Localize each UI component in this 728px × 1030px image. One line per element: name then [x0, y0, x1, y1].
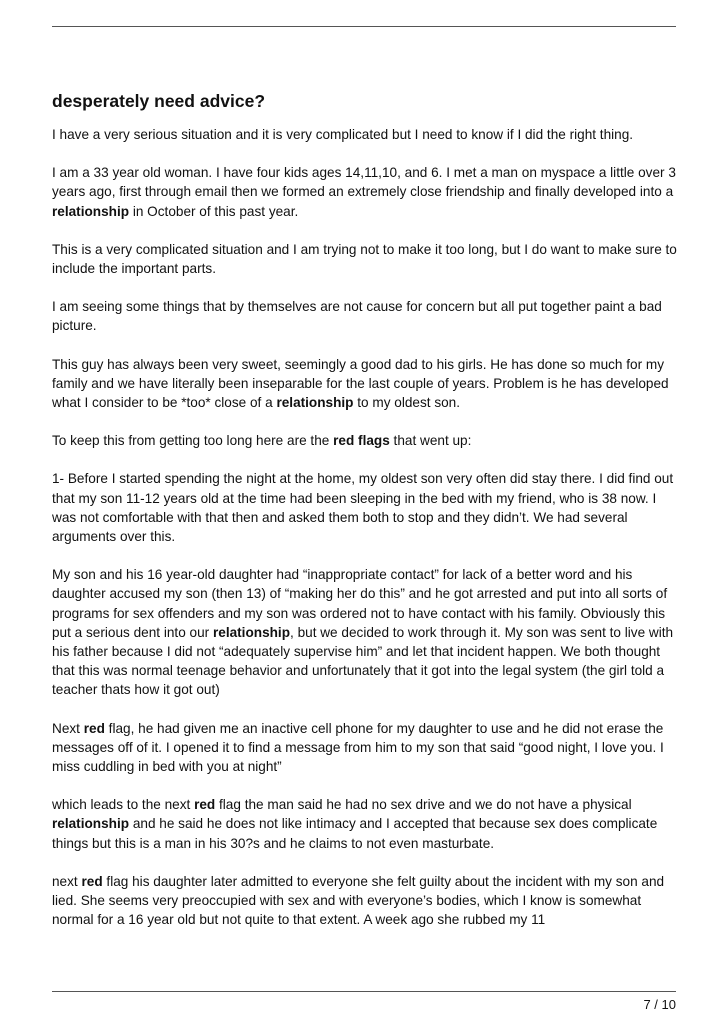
paragraph [52, 297, 682, 335]
highlighted-keyword: red [194, 797, 216, 813]
footer-rule [52, 991, 676, 992]
text-run: that went up: [389, 433, 472, 449]
highlighted-keyword: relationship [52, 203, 130, 219]
paragraph [52, 431, 682, 450]
text-run: To keep this from getting too long here are the [52, 433, 334, 449]
document-body [52, 90, 682, 949]
text-run: This guy has always been very sweet, seemingly a good dad to his girls. He has done so much for my family and we have literally been inseparable for the last couple of years. Problem is he has developed what I consider to be *too* close of a [52, 356, 669, 411]
highlighted-keyword: relationship [276, 395, 354, 411]
paragraph [52, 565, 682, 699]
highlighted-keyword: red [83, 720, 105, 736]
paragraph [52, 795, 682, 853]
text-run: and he said he does not like intimacy and I accepted that because sex does complicate things but this is a man in his 30?s and he claims to not even masturbate. [52, 816, 658, 851]
text-run: I am seeing some things that by themselves are not cause for concern but all put together paint a bad picture. [52, 299, 662, 334]
header-rule [52, 26, 676, 27]
highlighted-keyword: relationship [52, 816, 130, 832]
highlighted-keyword: red flags [333, 433, 390, 449]
paragraph [52, 163, 682, 221]
paragraph [52, 240, 682, 278]
paragraph [52, 355, 682, 413]
text-run: My son and his 16 year-old daughter had “inappropriate contact” for lack of a better word and his daughter accused my son (then 13) of “making her do this” and he got arrested and put into all sorts of programs for sex offenders and my son was ordered not to have contact with his family. Obviously this put a serious dent into our [52, 567, 668, 640]
post-title: desperately need advice? [52, 91, 266, 111]
text-run: flag his daughter later admitted to everyone she felt guilty about the incident with my son and lied. She seems very preoccupied with sex and with everyone’s bodies, which I know is somewhat normal for a 16 year old but not quite to that extent. A week ago she rubbed my 11 [52, 873, 665, 928]
text-run: in October of this past year. [129, 203, 299, 219]
paragraph [52, 719, 682, 777]
text-run: next [52, 873, 82, 889]
text-run: flag the man said he had no sex drive and we do not have a physical [215, 797, 632, 813]
text-run: 1- Before I started spending the night at the home, my oldest son very often did stay there. I did find out that my son 11-12 years old at the time had been sleeping in the bed with my friend, who is 38 now. I was not comfortable with that then and asked them both to stop and they didn’t. We had several arguments over this. [52, 471, 674, 545]
highlighted-keyword: red [81, 873, 103, 889]
paragraph [52, 469, 682, 546]
text-run: Next [52, 720, 84, 736]
paragraph [52, 125, 682, 144]
text-run: This is a very complicated situation and I am trying not to make it too long, but I do want to make sure to include the important parts. [52, 241, 677, 277]
paragraph [52, 872, 682, 930]
highlighted-keyword: relationship [212, 624, 291, 640]
text-run: , but we decided to work through it. My son was sent to live with his father because I did not “adequately supervise him” and let that incident happen. We both thought that this was normal teenage behavior and unfortunately that it got into the legal system (the girl told a teacher thats how it got out) [52, 624, 674, 698]
post-content [52, 125, 682, 930]
text-run: which leads to the next [52, 797, 195, 813]
text-run: flag, he had given me an inactive cell phone for my daughter to use and he did not erase the messages off of it. I opened it to find a message from him to my son that said “good night, I love you. I miss cuddling in bed with you at night” [52, 720, 664, 775]
text-run: I have a very serious situation and it is very complicated but I need to know if I did the right thing. [52, 127, 634, 142]
text-run: to my oldest son. [353, 395, 461, 411]
text-run: I am a 33 year old woman. I have four kids ages 14,11,10, and 6. I met a man on myspace a little over 3 years ago, first through email then we formed an extremely close friendship and finally developed into a [52, 165, 676, 200]
page-number: 7 / 10 [643, 997, 676, 1012]
